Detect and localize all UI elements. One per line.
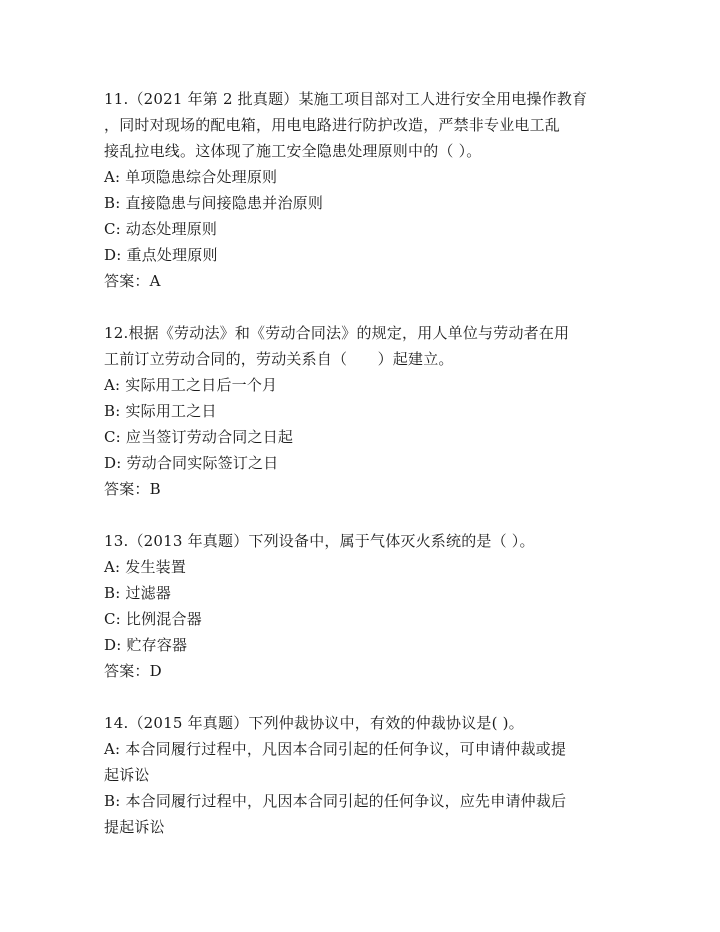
option-b: B: 过滤器 [104,584,172,602]
question-14 [104,710,624,840]
stem-line: 12.根据《劳动法》和《劳动合同法》的规定，用人单位与劳动者在用 [104,324,570,342]
option-d: D: 贮存容器 [104,636,188,654]
question-12 [104,320,624,502]
exam-page [104,86,624,866]
answer: 答案：B [104,480,161,498]
option-b: B: 直接隐患与间接隐患并治原则 [104,194,324,212]
option-b: B: 实际用工之日 [104,402,217,420]
option-a: A: 发生装置 [104,558,187,576]
option-b: B: 本合同履行过程中，凡因本合同引起的任何争议，应先申请仲裁后 [104,792,567,810]
option-c: C: 应当签订劳动合同之日起 [104,428,294,446]
option-c: C: 比例混合器 [104,610,202,628]
question-13 [104,528,624,684]
question-stem [104,528,624,554]
answer: 答案：D [104,662,162,680]
option-c: C: 动态处理原则 [104,220,218,238]
stem-line: 11.（2021 年第 2 批真题）某施工项目部对工人进行安全用电操作教育 [104,90,588,108]
question-stem [104,86,624,164]
option-a-continued: 起诉讼 [104,766,150,784]
stem-line: 工前订立劳动合同的，劳动关系自（ ）起建立。 [104,350,454,368]
option-b-continued: 提起诉讼 [104,818,165,836]
answer: 答案：A [104,272,161,290]
question-11 [104,86,624,294]
option-d: D: 重点处理原则 [104,246,218,264]
stem-line: 接乱拉电线。这体现了施工安全隐患处理原则中的（ ）。 [104,142,482,160]
option-a: A: 实际用工之日后一个月 [104,376,278,394]
option-a: A: 本合同履行过程中，凡因本合同引起的任何争议，可申请仲裁或提 [104,740,567,758]
option-d: D: 劳动合同实际签订之日 [104,454,279,472]
option-a: A: 单项隐患综合处理原则 [104,168,278,186]
stem-line: ，同时对现场的配电箱，用电电路进行防护改造，严禁非专业电工乱 [104,116,561,134]
stem-line: 13.（2013 年真题）下列设备中，属于气体灭火系统的是（ ）。 [104,532,535,550]
stem-line: 14.（2015 年真题）下列仲裁协议中，有效的仲裁协议是( )。 [104,714,524,732]
question-stem [104,710,624,736]
question-stem [104,320,624,372]
